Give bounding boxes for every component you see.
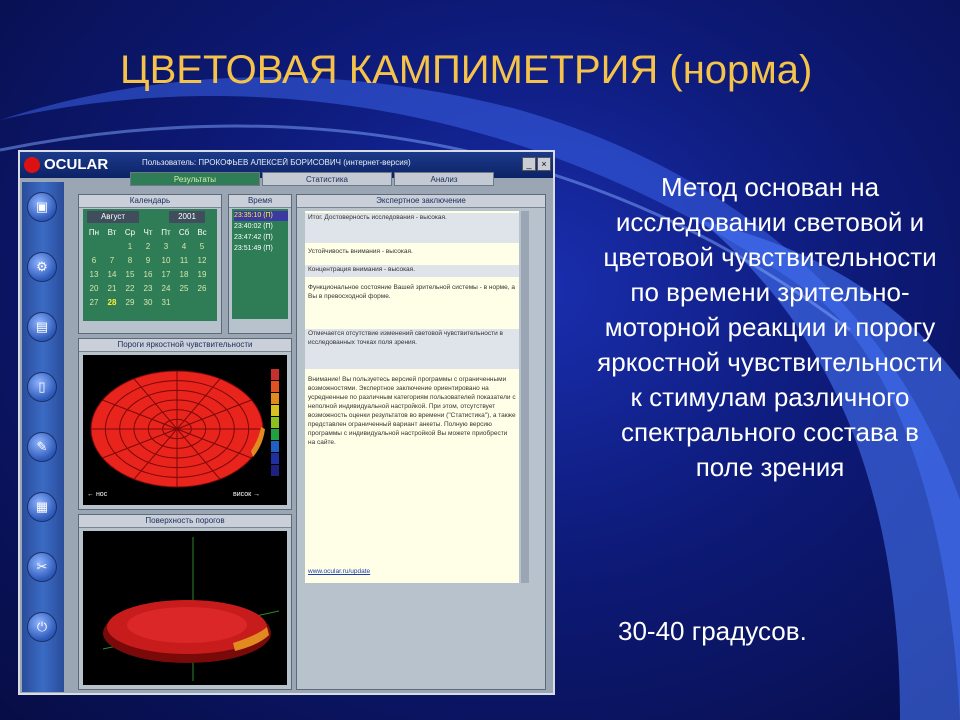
calendar-day[interactable]: 11 (179, 256, 189, 265)
threshold-title: Пороги яркостной чувствительности (79, 339, 291, 352)
calendar-day[interactable]: 21 (107, 284, 117, 293)
palette-swatch (271, 405, 279, 416)
report-link[interactable]: www.ocular.ru/update (308, 568, 371, 575)
slide-description: Метод основан на исследовании световой и цветовой чувствительности по времени зрительно-моторной реакции и порогу яркостной чувствительности к стимулам различного спектрального состава в поле зрения (597, 172, 943, 482)
calendar-day[interactable]: 26 (197, 284, 207, 293)
calendar-day[interactable]: 8 (127, 256, 133, 265)
calendar-weekday: Вс (197, 228, 207, 237)
palette-swatch (271, 417, 279, 428)
calendar-weekday: Пн (88, 228, 100, 237)
calendar-day[interactable]: 1 (127, 242, 133, 251)
temple-label: висок → (233, 491, 261, 498)
monitor-icon[interactable]: ▣ (27, 192, 57, 222)
report-item-3: Концентрация внимания - высокая. (305, 265, 519, 277)
time-list (232, 209, 288, 319)
threshold-polar-chart (83, 355, 287, 505)
calendar-day[interactable]: 17 (161, 270, 171, 279)
calendar-weekday: Пт (161, 228, 171, 237)
tab-statistics[interactable]: Статистика (262, 172, 392, 186)
palette-swatch (271, 393, 279, 404)
surface-title: Поверхность порогов (79, 515, 291, 528)
calendar-weekday: Сб (178, 228, 190, 237)
calendar-month[interactable]: Август (87, 211, 139, 223)
time-title: Время (229, 195, 291, 208)
calendar-day[interactable]: 10 (161, 256, 171, 265)
calendar-day[interactable]: 16 (143, 270, 153, 279)
exit-icon[interactable]: ⏻ (27, 612, 57, 642)
report-item-6: Внимание! Вы пользуетесь версией программы с ограниченными возможностями. Экспертное заключение ориентировано на усредненные по различным категориям пользователей показатели с неполной индивидуальной настройкой. При этом, отсутствует возможность оценки результатов во времени ("Статистика"), а также представлен ограниченный вариант анкеты. Полную версию программы с индивидуальной настройкой Вы можете приобрести на сайте. (308, 376, 516, 446)
calendar-day[interactable]: 28 (107, 298, 117, 307)
report-item-4: Функциональное состояние Вашей зрительной системы - в норме, а Вы в превосходной форме. (308, 284, 515, 300)
calendar-weekday: Чт (143, 228, 153, 237)
calendar-day[interactable]: 29 (125, 298, 135, 307)
calendar-day[interactable]: 3 (163, 242, 169, 251)
calendar-day[interactable]: 5 (199, 242, 205, 251)
palette-swatch (271, 429, 279, 440)
time-entry[interactable]: 23:47:42 (П) (234, 234, 273, 241)
slide-description-tail: 30-40 градусов. (618, 616, 807, 646)
palette-swatch (271, 369, 279, 380)
surface-3d-chart (83, 531, 287, 685)
report-title: Экспертное заключение (297, 195, 545, 208)
tab-results[interactable]: Результаты (130, 172, 260, 186)
calendar-weekday: Вт (107, 228, 117, 237)
calendar-day[interactable]: 15 (125, 270, 135, 279)
minimize-button[interactable]: _ (522, 157, 536, 171)
slide-title: ЦВЕТОВАЯ КАМПИМЕТРИЯ (норма) (120, 48, 813, 92)
calendar-day[interactable]: 27 (89, 298, 99, 307)
calendar-day[interactable]: 18 (179, 270, 189, 279)
calendar-body (83, 209, 217, 321)
calendar-day[interactable]: 6 (91, 256, 97, 265)
surface-panel (78, 514, 292, 690)
calendar-day[interactable]: 22 (125, 284, 135, 293)
palette-swatch (271, 381, 279, 392)
calendar-day[interactable]: 23 (143, 284, 153, 293)
surface-inner (127, 607, 247, 643)
sidebar (22, 182, 64, 692)
logo-eye-icon (24, 157, 40, 173)
calendar-day[interactable]: 14 (107, 270, 117, 279)
close-button[interactable]: × (537, 157, 551, 171)
calendar-day[interactable]: 24 (161, 284, 171, 293)
report-item-5: Отмечается отсутствие изменений световой чувствительности в исследованных точках поля зрения. (305, 329, 519, 369)
tab-analysis[interactable]: Анализ (394, 172, 494, 186)
calendar-day[interactable]: 13 (89, 270, 99, 279)
user-label: Пользователь: ПРОКОФЬЕВ АЛЕКСЕЙ БОРИСОВИЧ (интернет-версия) (142, 158, 411, 167)
report-scrollbar[interactable] (521, 211, 529, 583)
calendar-day[interactable]: 7 (109, 256, 115, 265)
calendar-day[interactable]: 20 (89, 284, 99, 293)
calendar-day[interactable]: 31 (161, 298, 171, 307)
calendar-title: Календарь (79, 195, 221, 208)
calendar-day[interactable]: 12 (197, 256, 207, 265)
palette-swatch (271, 465, 279, 476)
time-panel (228, 194, 292, 334)
threshold-panel (78, 338, 292, 510)
calendar-day[interactable]: 30 (143, 298, 153, 307)
tab-bar (130, 172, 540, 186)
calendar-day[interactable]: 9 (145, 256, 151, 265)
report-panel (296, 194, 546, 690)
threshold-map (83, 355, 287, 505)
calendar-weekday: Ср (124, 228, 136, 237)
ocular-logo (24, 155, 140, 175)
calendar-day[interactable]: 19 (197, 270, 207, 279)
report-item-1: Итог. Достоверность исследования - высокая. (305, 213, 519, 243)
document-icon[interactable]: ▯ (27, 372, 57, 402)
nose-label: ← нос (87, 491, 108, 498)
ocular-app-window (18, 150, 555, 695)
calendar-day[interactable]: 4 (181, 242, 187, 251)
brush-icon[interactable]: ✎ (27, 432, 57, 462)
palette-swatch (271, 453, 279, 464)
palette-swatch (271, 441, 279, 452)
calendar-day[interactable]: 2 (145, 242, 151, 251)
time-entry[interactable]: 23:40:02 (П) (234, 223, 273, 230)
gear-icon[interactable]: ⚙ (27, 252, 57, 282)
logo-text: OCULAR (44, 156, 109, 173)
printer-icon[interactable]: ▦ (27, 492, 57, 522)
calendar-day[interactable]: 25 (179, 284, 189, 293)
tools-icon[interactable]: ✂ (27, 552, 57, 582)
time-entry[interactable]: 23:51:49 (П) (234, 245, 273, 252)
report-body (305, 211, 519, 583)
time-entry[interactable]: 23:35:10 (П) (234, 211, 288, 221)
report-item-2: Устойчивость внимания - высокая. (308, 248, 413, 255)
calendar-year[interactable]: 2001 (169, 211, 205, 223)
calendar-panel (78, 194, 222, 334)
book-icon[interactable]: ▤ (27, 312, 57, 342)
surface-plot (83, 531, 287, 685)
